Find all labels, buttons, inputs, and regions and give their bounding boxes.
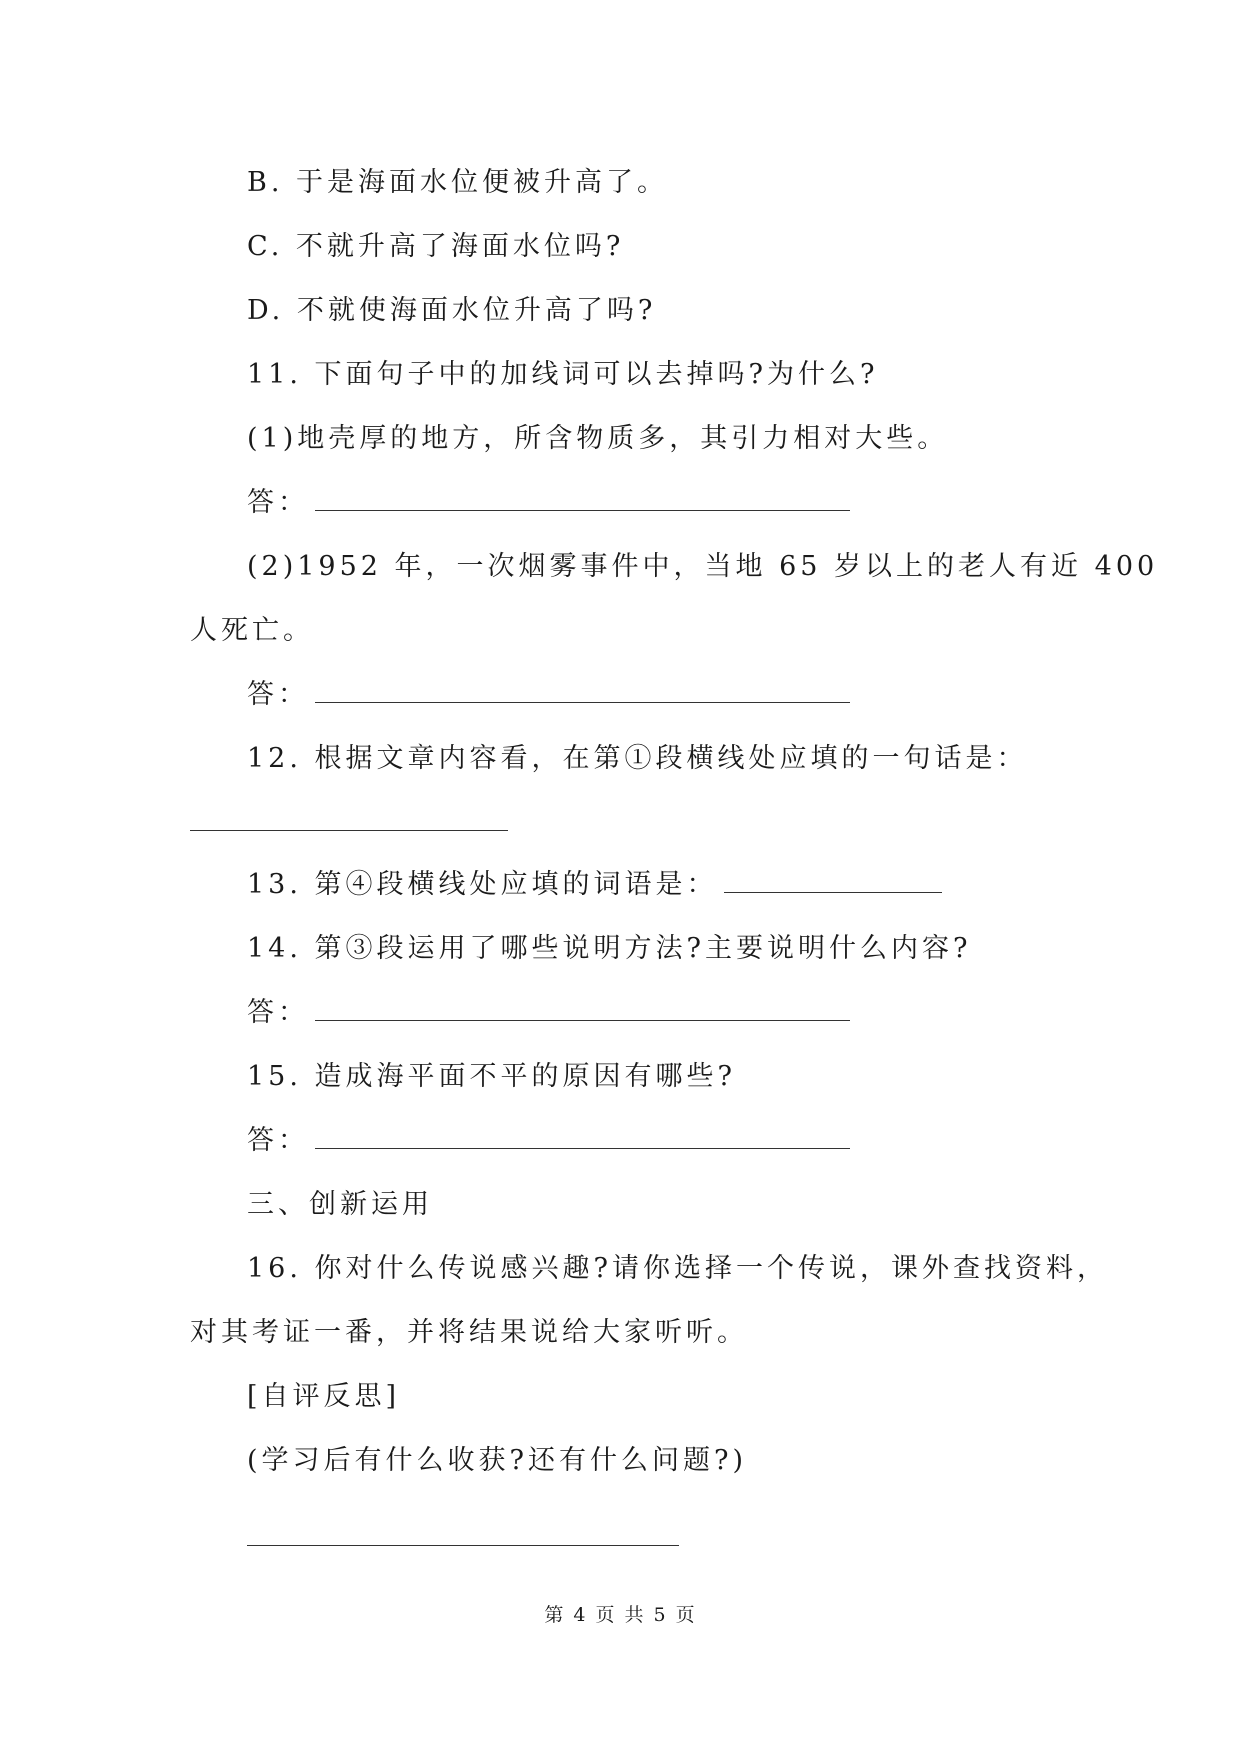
question-13-answer-blank[interactable]	[724, 868, 942, 893]
option-b: B. 于是海面水位便被升高了。	[247, 167, 669, 198]
question-15-answer	[247, 1123, 850, 1159]
question-16-line-1: 16. 你对什么传说感兴趣?请你选择一个传说，课外查找资料，	[247, 1253, 1108, 1284]
answer-blank[interactable]	[315, 486, 850, 511]
question-11-answer-1	[247, 485, 850, 521]
question-14-answer	[247, 995, 850, 1031]
question-13-prompt: 13. 第④段横线处应填的词语是：	[247, 869, 718, 900]
question-16-line-2: 对其考证一番，并将结果说给大家听听。	[190, 1317, 748, 1348]
answer-label: 答：	[247, 997, 309, 1028]
reflection-prompt: (学习后有什么收获?还有什么问题?)	[247, 1445, 748, 1476]
question-14-prompt: 14. 第③段运用了哪些说明方法?主要说明什么内容?	[247, 933, 972, 964]
answer-label: 答：	[247, 487, 309, 518]
question-12-answer-blank[interactable]	[190, 830, 508, 831]
reflection-answer-blank[interactable]	[247, 1545, 679, 1546]
page-footer: 第 4 页 共 5 页	[544, 1604, 697, 1626]
answer-label: 答：	[247, 679, 309, 710]
reflection-heading: [自评反思]	[247, 1381, 401, 1412]
answer-blank[interactable]	[315, 678, 850, 703]
question-13	[247, 867, 942, 903]
question-11-sentence-1: (1)地壳厚的地方，所含物质多，其引力相对大些。	[247, 423, 949, 454]
question-11-sentence-2-line-2: 人死亡。	[190, 615, 314, 646]
question-12-prompt: 12. 根据文章内容看，在第①段横线处应填的一句话是：	[247, 743, 1028, 774]
answer-blank[interactable]	[315, 996, 850, 1021]
question-15-prompt: 15. 造成海平面不平的原因有哪些?	[247, 1061, 736, 1092]
option-d: D. 不就使海面水位升高了吗?	[247, 295, 657, 326]
answer-label: 答：	[247, 1125, 309, 1156]
question-11-prompt: 11. 下面句子中的加线词可以去掉吗?为什么?	[247, 359, 879, 390]
question-11-sentence-2-line-1: (2)1952 年，一次烟雾事件中，当地 65 岁以上的老人有近 400	[247, 551, 1159, 582]
answer-blank[interactable]	[315, 1124, 850, 1149]
option-c: C. 不就升高了海面水位吗?	[247, 231, 625, 262]
section-3-heading: 三、创新运用	[247, 1189, 433, 1220]
question-11-answer-2	[247, 677, 850, 713]
